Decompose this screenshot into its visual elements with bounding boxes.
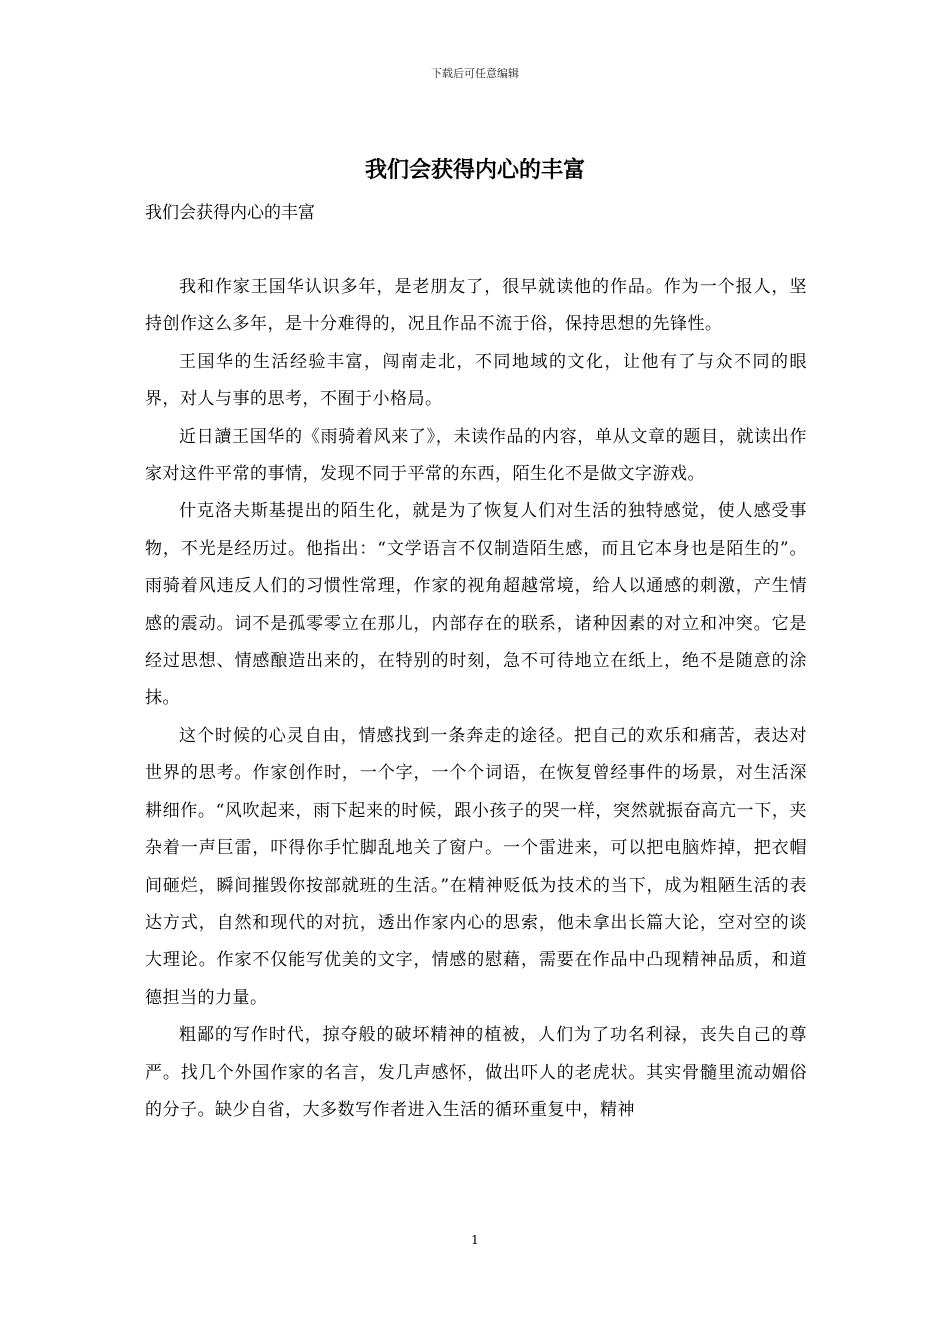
paragraph: 这个时候的心灵自由，情感找到一条奔走的途径。把自己的欢乐和痛苦，表达对世界的思考。作家创作时，一个字，一个个词语，在恢复曾经事件的场景，对生活深耕细作。“风吹起来，雨下起来的时候，跟小孩子的哭一样，突然就振奋高亢一下，夹杂着一声巨雷，吓得你手忙脚乱地关了窗户。一个雷进来，可以把电脑炸掉，把衣帽间砸烂，瞬间摧毁你按部就班的生活。”在精神贬低为技术的当下，成为粗陋生活的表达方式，自然和现代的对抗，透出作家内心的思索，他未拿出长篇大论，空对空的谈大理论。作家不仅能写优美的文字，情感的慰藉，需要在作品中凸现精神品质，和道德担当的力量。 — [145, 725, 807, 1008]
page-header: 下载后可任意编辑 — [431, 67, 519, 80]
document-subtitle: 我们会获得内心的丰富 — [145, 203, 315, 223]
page-number: 1 — [471, 1233, 479, 1247]
paragraph: 王国华的生活经验丰富，闯南走北，不同地域的文化，让他有了与众不同的眼界，对人与事的思考，不囿于小格局。 — [145, 351, 807, 410]
paragraph: 近日讀王国华的《雨骑着风来了》，未读作品的内容，单从文章的题目，就读出作家对这件平常的事情，发现不同于平常的东西，陌生化不是做文字游戏。 — [145, 426, 807, 485]
paragraph: 什克洛夫斯基提出的陌生化，就是为了恢复人们对生活的独特感觉，使人感受事物，不光是经历过。他指出：“文学语言不仅制造陌生感，而且它本身也是陌生的”。雨骑着风违反人们的习惯性常理，作家的视角超越常境，给人以通感的刺激，产生情感的震动。词不是孤零零立在那儿，内部存在的联系，诸种因素的对立和冲突。它是经过思想、情感酿造出来的，在特别的时刻，急不可待地立在纸上，绝不是随意的涂抹。 — [145, 501, 807, 709]
paragraph: 粗鄙的写作时代，掠夺般的破坏精神的植被，人们为了功名利禄，丧失自己的尊严。找几个外国作家的名言，发几声感怀，做出吓人的老虎状。其实骨髓里流动媚俗的分子。缺少自省，大多数写作者进入生活的循环重复中，精神 — [145, 1025, 807, 1120]
document-body — [145, 269, 807, 1129]
paragraph: 我和作家王国华认识多年，是老朋友了，很早就读他的作品。作为一个报人，坚持创作这么多年，是十分难得的，况且作品不流于俗，保持思想的先锋性。 — [145, 277, 807, 335]
document-title: 我们会获得内心的丰富 — [364, 157, 585, 183]
